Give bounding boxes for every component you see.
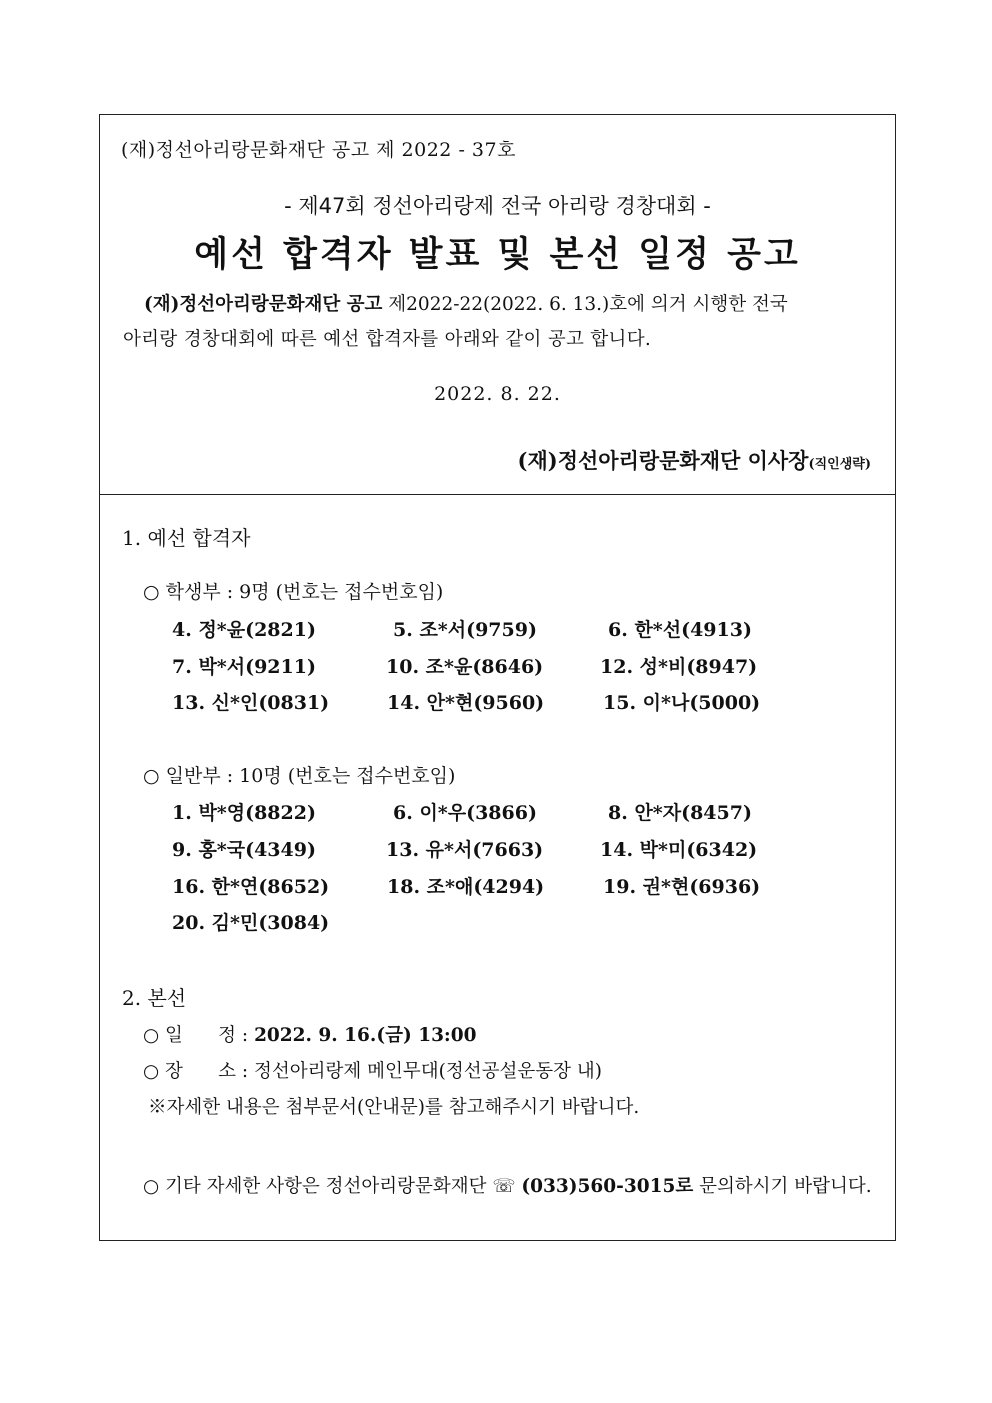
general-entry: 13. 유*서(7663): [386, 839, 544, 861]
seal-note: (직인생략): [808, 457, 871, 472]
contact-line: [143, 1172, 872, 1198]
venue-line: ○ 장 소 : 정선아리랑제 메인무대(정선공설운동장 내): [143, 1061, 602, 1082]
schedule-value: 2022. 9. 16.(금) 13:00: [254, 1025, 477, 1046]
notice-number: (재)정선아리랑문화재단 공고 제 2022 - 37호: [121, 139, 516, 161]
schedule-line: [143, 1021, 477, 1047]
intro-line-1: [144, 290, 788, 316]
general-entry: 20. 김*민(3084): [172, 912, 330, 934]
page-title: 예선 합격자 발표 및 본선 일정 공고: [194, 235, 801, 275]
intro-line-2: 아리랑 경창대회에 따른 예선 합격자를 아래와 같이 공고 합니다.: [123, 329, 652, 350]
general-entry: 6. 이*우(3866): [393, 802, 537, 824]
student-entry: 4. 정*윤(2821): [172, 619, 316, 641]
student-entry: 5. 조*서(9759): [393, 619, 537, 641]
student-entry: 10. 조*윤(8646): [386, 656, 544, 678]
general-label: ○ 일반부 : 10명 (번호는 접수번호임): [143, 765, 456, 787]
general-entry: 19. 권*현(6936): [603, 876, 761, 898]
student-entry: 13. 신*인(0831): [172, 692, 330, 714]
general-entry: 9. 홍*국(4349): [172, 839, 316, 861]
section-2-heading: 2. 본선: [122, 986, 187, 1010]
student-entry: 12. 성*비(8947): [600, 656, 758, 678]
telephone-icon: ☏: [492, 1176, 516, 1197]
general-entry: 14. 박*미(6342): [600, 839, 758, 861]
notice-date: 2022. 8. 22.: [434, 383, 561, 405]
signer-name: (재)정선아리랑문화재단 이사장: [517, 448, 809, 473]
student-entry: 6. 한*선(4913): [608, 619, 752, 641]
intro-rest: 제2022-22(2022. 6. 13.)호에 의거 시행한 전국: [382, 294, 788, 315]
contact-prefix: ○ 기타 자세한 사항은 정선아리랑문화재단: [143, 1176, 487, 1197]
student-entry: 7. 박*서(9211): [172, 656, 316, 678]
general-entry: 1. 박*영(8822): [172, 802, 316, 824]
student-entry: 14. 안*현(9560): [387, 692, 545, 714]
general-entry: 18. 조*애(4294): [387, 876, 545, 898]
intro-org: (재)정선아리랑문화재단 공고: [144, 294, 383, 315]
contact-suffix: 문의하시기 바랍니다.: [693, 1176, 872, 1197]
contact-phone: (033)560-3015로: [521, 1176, 694, 1197]
student-entry: 15. 이*나(5000): [603, 692, 761, 714]
general-entry: 16. 한*연(8652): [172, 876, 330, 898]
general-entry: 8. 안*자(8457): [608, 802, 752, 824]
schedule-label: ○ 일 정 :: [143, 1025, 249, 1046]
students-label: ○ 학생부 : 9명 (번호는 접수번호임): [143, 581, 444, 603]
details-note: ※자세한 내용은 첨부문서(안내문)를 참고해주시기 바랍니다.: [148, 1097, 640, 1118]
section-1-heading: 1. 예선 합격자: [122, 526, 251, 550]
notice-frame: [99, 114, 896, 1241]
signer: [518, 445, 871, 475]
section-divider: [100, 494, 895, 495]
event-subtitle: - 제47회 정선아리랑제 전국 아리랑 경창대회 -: [284, 194, 711, 218]
